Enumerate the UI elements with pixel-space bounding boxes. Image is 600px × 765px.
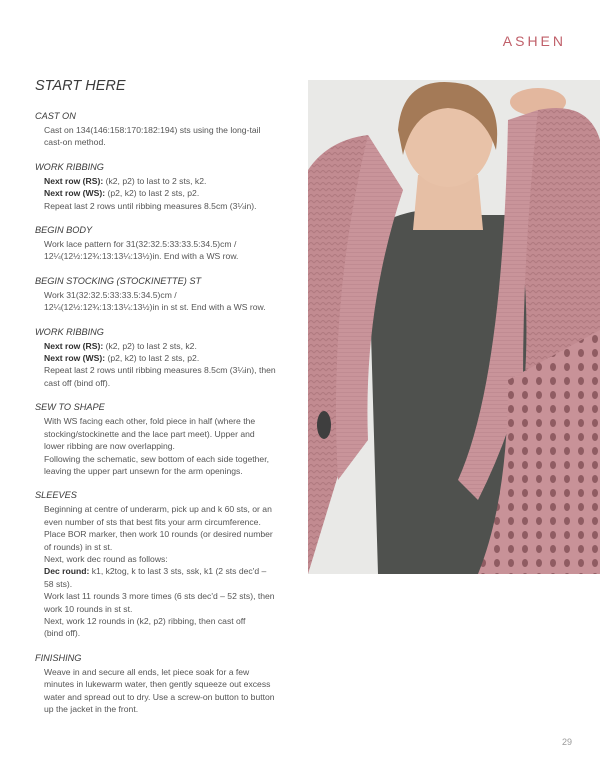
line-text: (k2, p2) to last 2 sts, k2. bbox=[103, 340, 197, 351]
instruction-line bbox=[44, 136, 297, 148]
line-text: Weave in and secure all ends, let piece soak for a few bbox=[44, 666, 250, 677]
line-text: minutes in lukewarm water, then gently squeeze out excess bbox=[44, 679, 271, 690]
line-text: stocking/stockinette and the lace part meet). Upper and bbox=[44, 428, 255, 439]
section-heading: CAST ON bbox=[35, 111, 76, 121]
line-text: With WS facing each other, fold piece in half (where the bbox=[44, 416, 256, 427]
line-text: 12¼(12½:12¾:13:13¼:13½)in. End with a WS row. bbox=[44, 251, 239, 262]
instruction-line bbox=[44, 440, 297, 452]
instruction-line bbox=[44, 352, 297, 364]
line-text: cast-on method. bbox=[44, 137, 106, 148]
instruction-line bbox=[44, 691, 297, 703]
line-text: (p2, k2) to last 2 sts, p2. bbox=[105, 353, 200, 364]
line-text: water and spread out to dry. Use a screw-on button to button bbox=[44, 691, 275, 702]
instruction-line bbox=[44, 175, 297, 187]
section-body bbox=[35, 340, 297, 390]
row-label: Next row (WS): bbox=[44, 188, 106, 199]
instruction-line bbox=[44, 603, 297, 615]
instruction-line bbox=[44, 503, 297, 515]
instruction-line bbox=[44, 615, 297, 627]
line-text: Repeat last 2 rows until ribbing measures 8.5cm (3¼in). bbox=[44, 200, 257, 211]
section-heading: BEGIN BODY bbox=[35, 225, 93, 236]
line-text: Beginning at centre of underarm, pick up and k 60 sts, or an bbox=[44, 504, 272, 515]
section-heading: WORK RIBBING bbox=[35, 161, 104, 172]
pattern-instructions bbox=[35, 78, 297, 727]
section-body bbox=[35, 175, 297, 212]
line-text: leaving the upper part unsewn for the arm openings. bbox=[44, 465, 243, 476]
instruction-line bbox=[44, 528, 297, 540]
line-text: lower ribbing are now overlapping. bbox=[44, 441, 175, 452]
section-body bbox=[35, 289, 297, 314]
instruction-line bbox=[44, 377, 297, 389]
instruction-line bbox=[44, 428, 297, 440]
line-text: Place BOR marker, then work 10 rounds (or desired number bbox=[44, 529, 273, 540]
line-text: cast off (bind off). bbox=[44, 377, 111, 388]
line-text: k1, k2tog, k to last 3 sts, ssk, k1 (2 sts dec'd – bbox=[89, 566, 267, 577]
instruction-line bbox=[44, 565, 297, 577]
row-label: Next row (WS): bbox=[44, 353, 106, 364]
section-heading: SLEEVES bbox=[35, 490, 77, 501]
instruction-section bbox=[35, 326, 297, 390]
instruction-line bbox=[44, 289, 297, 301]
line-text: even number of sts that best fits your arm circumference. bbox=[44, 516, 261, 527]
instruction-line bbox=[44, 340, 297, 352]
instruction-section bbox=[35, 110, 297, 149]
instruction-line bbox=[44, 238, 297, 250]
line-text: up the jacket in the front. bbox=[44, 704, 139, 714]
instruction-line bbox=[44, 250, 297, 262]
instruction-line bbox=[44, 364, 297, 376]
line-text: Repeat last 2 rows until ribbing measures 8.5cm (3¼in), then bbox=[44, 365, 276, 376]
section-body bbox=[35, 415, 297, 477]
instruction-section bbox=[35, 401, 297, 477]
instruction-line bbox=[44, 578, 297, 590]
line-text: Next, work dec round as follows: bbox=[44, 553, 168, 564]
line-text: work 10 rounds in st st. bbox=[44, 603, 133, 614]
line-text: Next, work 12 rounds in (k2, p2) ribbing, then cast off bbox=[44, 615, 246, 626]
brand-title: ASHEN bbox=[502, 33, 566, 49]
line-text: Work last 11 rounds 3 more times (6 sts dec'd – 52 sts), then bbox=[44, 591, 275, 602]
line-text: of rounds) in st st. bbox=[44, 541, 113, 552]
instruction-line bbox=[44, 465, 297, 477]
row-label: Next row (RS): bbox=[44, 340, 104, 351]
page-number: 29 bbox=[561, 737, 572, 747]
section-body bbox=[35, 238, 297, 263]
instruction-line bbox=[44, 453, 297, 465]
line-text: (bind off). bbox=[44, 628, 81, 639]
instruction-line bbox=[44, 541, 297, 553]
section-body bbox=[35, 124, 297, 149]
line-text: (p2, k2) to last 2 sts, p2. bbox=[105, 188, 200, 199]
page-title: START HERE bbox=[35, 78, 126, 94]
instruction-section bbox=[35, 489, 297, 639]
section-heading: SEW TO SHAPE bbox=[35, 402, 105, 413]
section-body bbox=[35, 503, 297, 639]
instruction-line bbox=[44, 187, 297, 199]
line-text: Work lace pattern for 31(32:32.5:33:33.5:34.5)cm / bbox=[44, 239, 237, 250]
line-text: Cast on 134(146:158:170:182:194) sts using the long-tail bbox=[44, 125, 261, 135]
instruction-line bbox=[44, 666, 297, 678]
section-heading: WORK RIBBING bbox=[35, 326, 104, 337]
instruction-section bbox=[35, 652, 297, 716]
instruction-line bbox=[44, 516, 297, 528]
instruction-line bbox=[44, 678, 297, 690]
instruction-line bbox=[44, 200, 297, 212]
instruction-line bbox=[44, 124, 297, 136]
instruction-line bbox=[44, 703, 297, 715]
instruction-section bbox=[35, 161, 297, 212]
section-body bbox=[35, 666, 297, 716]
row-label: Next row (RS): bbox=[44, 175, 104, 186]
line-text: Following the schematic, sew bottom of each side together, bbox=[44, 453, 269, 464]
section-heading: FINISHING bbox=[35, 652, 82, 663]
row-label: Dec round: bbox=[44, 566, 90, 577]
instruction-line bbox=[44, 415, 297, 427]
line-text: 58 sts). bbox=[44, 578, 73, 589]
line-text: 12¼(12½:12¾:13:13¼:13½)in in st st. End with a WS row. bbox=[44, 302, 266, 313]
section-heading: BEGIN STOCKING (STOCKINETTE) ST bbox=[35, 275, 202, 286]
instruction-line bbox=[44, 590, 297, 602]
instruction-section bbox=[35, 224, 297, 263]
line-text: (k2, p2) to last to 2 sts, k2. bbox=[103, 175, 207, 186]
instruction-section bbox=[35, 275, 297, 314]
line-text: Work 31(32:32.5:33:33.5:34.5)cm / bbox=[44, 289, 177, 300]
instruction-line bbox=[44, 553, 297, 565]
instruction-line bbox=[44, 301, 297, 313]
model-photo bbox=[308, 80, 600, 574]
sections-container bbox=[35, 110, 297, 715]
instruction-line bbox=[44, 627, 297, 639]
